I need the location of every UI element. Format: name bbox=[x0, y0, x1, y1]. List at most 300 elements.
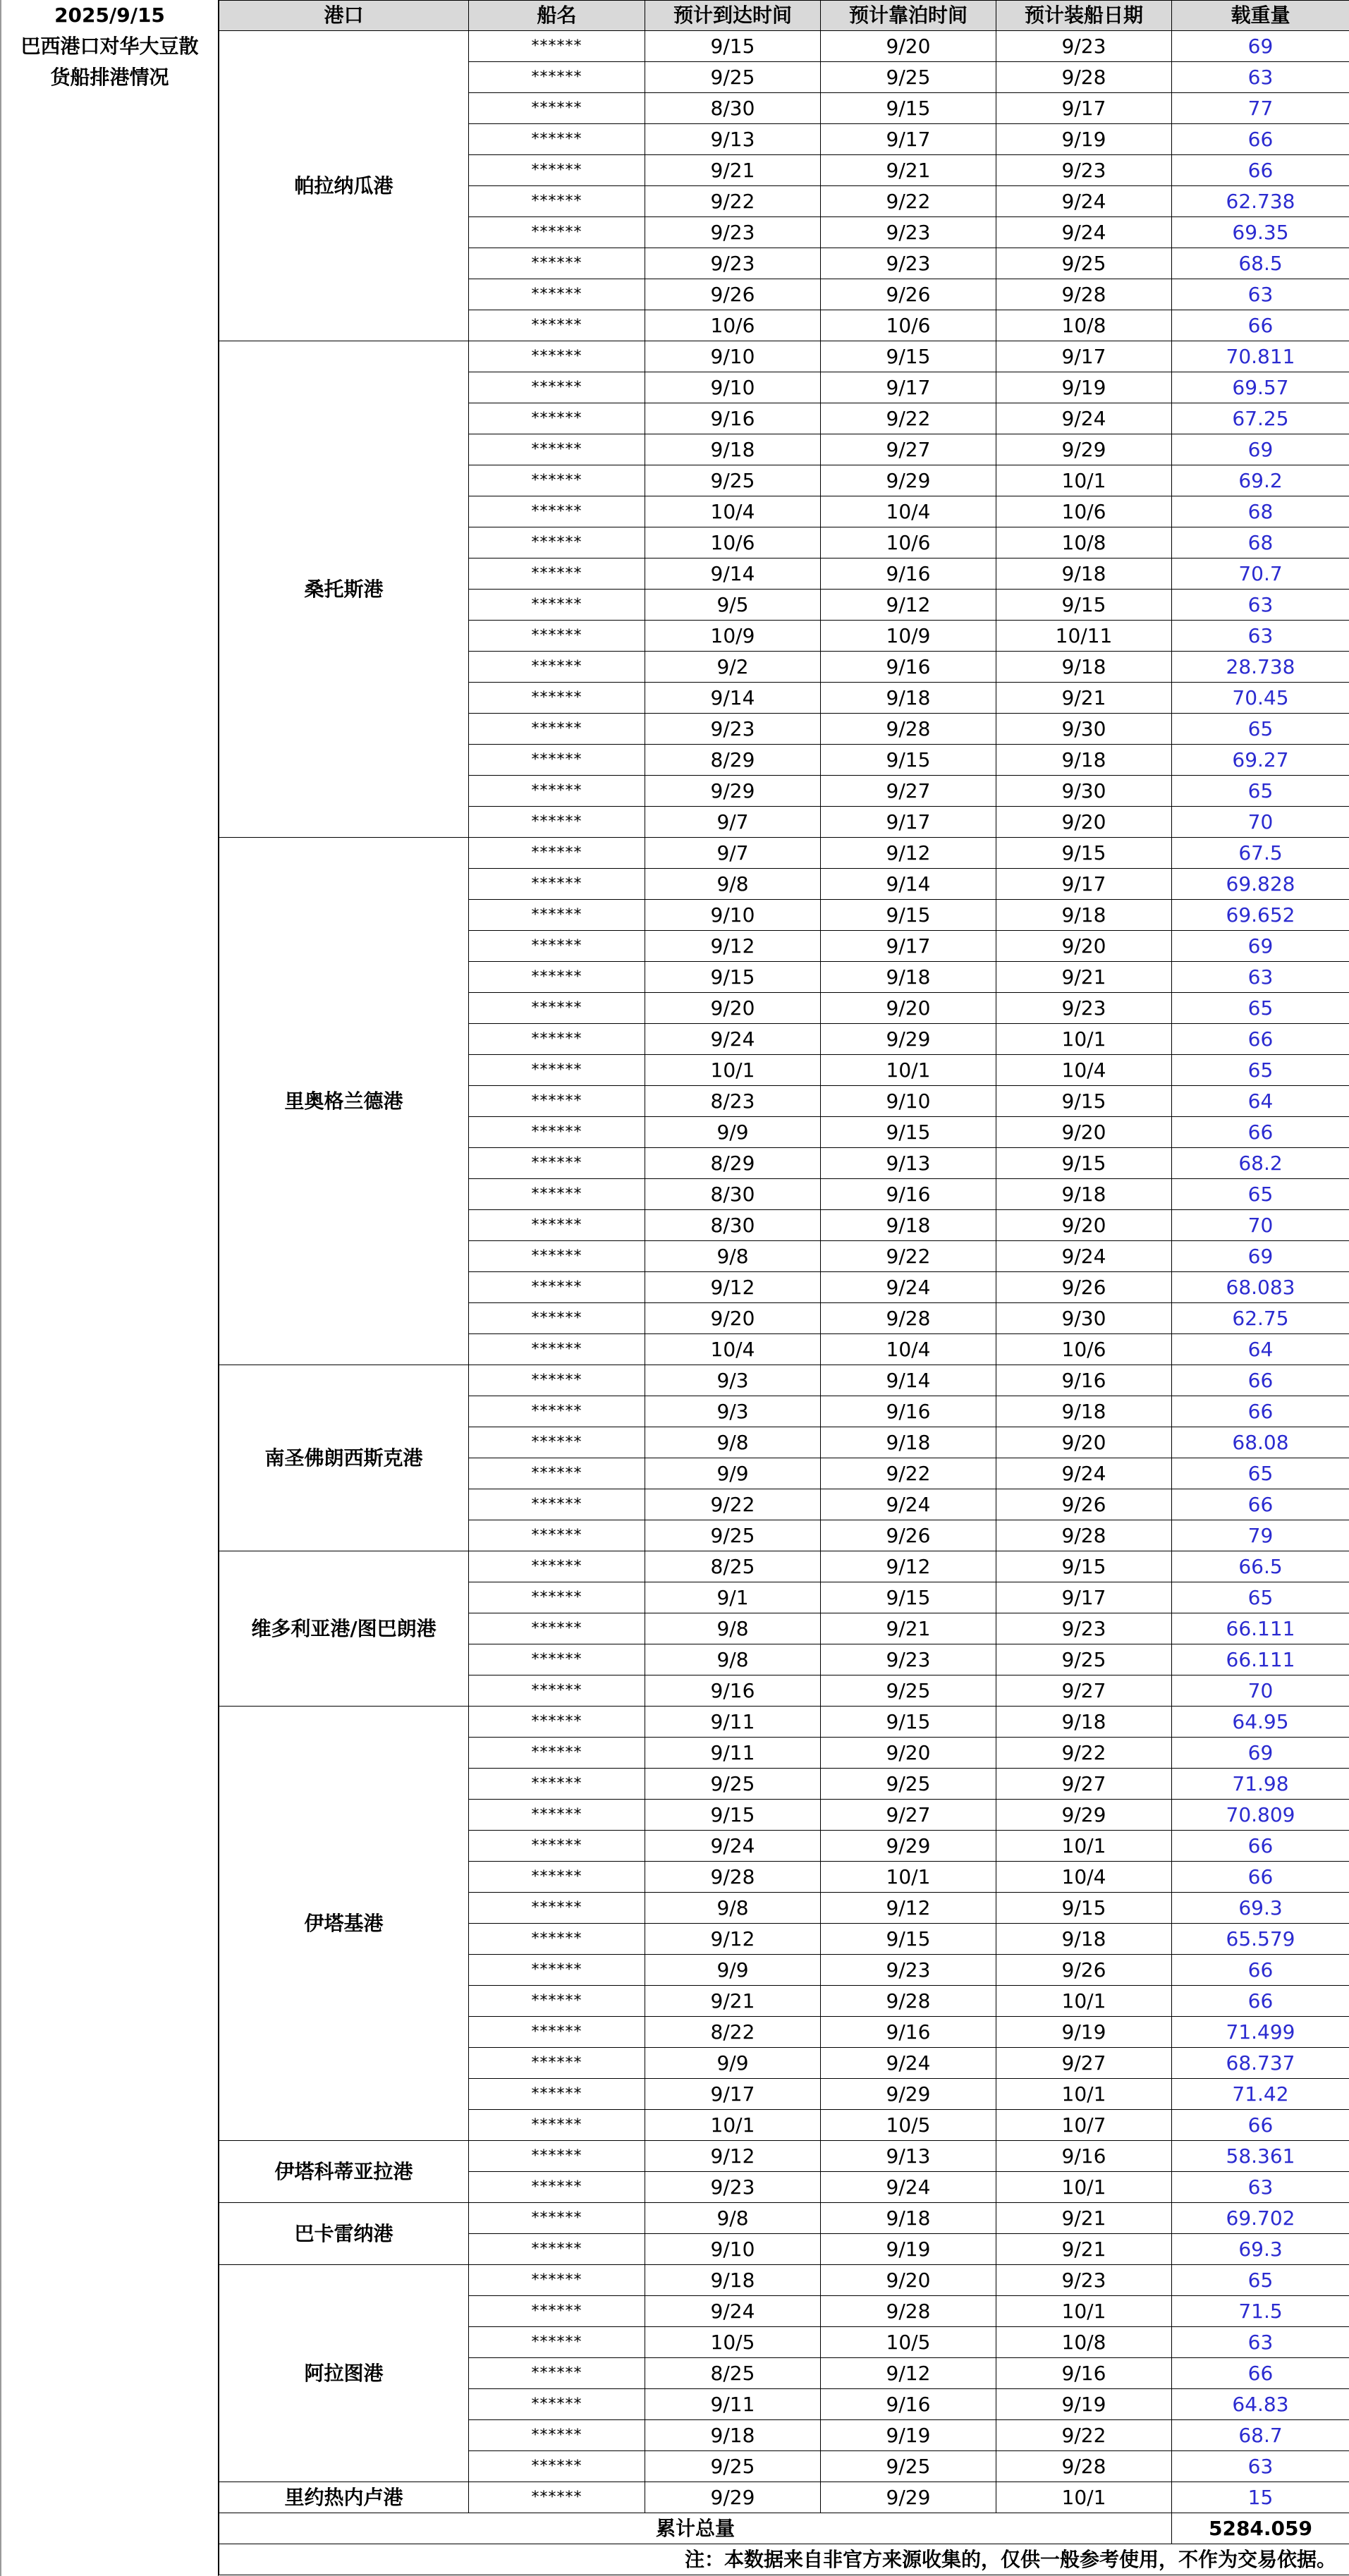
report-title-line-1: 巴西港口对华大豆散 bbox=[20, 35, 199, 58]
loading-date-cell: 10/8 bbox=[996, 310, 1172, 341]
vessel-name-cell: ****** bbox=[469, 217, 645, 248]
berthing-cell: 9/18 bbox=[821, 1210, 996, 1241]
loading-date-cell: 10/4 bbox=[996, 1055, 1172, 1086]
tonnage-cell: 66 bbox=[1172, 1955, 1349, 1986]
loading-date-cell: 10/4 bbox=[996, 1862, 1172, 1893]
berthing-cell: 10/6 bbox=[821, 310, 996, 341]
eta-cell: 9/11 bbox=[645, 2389, 821, 2420]
berthing-cell: 9/12 bbox=[821, 838, 996, 869]
loading-date-cell: 9/25 bbox=[996, 248, 1172, 279]
berthing-cell: 10/5 bbox=[821, 2110, 996, 2141]
tonnage-cell: 69.652 bbox=[1172, 900, 1349, 931]
tonnage-cell: 66 bbox=[1172, 124, 1349, 155]
tonnage-cell: 77 bbox=[1172, 93, 1349, 124]
eta-cell: 9/12 bbox=[645, 1924, 821, 1955]
vessel-name-cell: ****** bbox=[469, 1055, 645, 1086]
loading-date-cell: 9/17 bbox=[996, 1582, 1172, 1613]
vessel-name-cell: ****** bbox=[469, 1334, 645, 1365]
berthing-cell: 9/18 bbox=[821, 1427, 996, 1458]
berthing-cell: 9/16 bbox=[821, 652, 996, 683]
eta-cell: 8/25 bbox=[645, 1551, 821, 1582]
report-title-line-2: 货船排港情况 bbox=[50, 66, 169, 89]
berthing-cell: 9/17 bbox=[821, 124, 996, 155]
loading-date-cell: 10/1 bbox=[996, 2079, 1172, 2110]
eta-cell: 9/12 bbox=[645, 2141, 821, 2172]
tonnage-cell: 79 bbox=[1172, 1520, 1349, 1551]
table-row bbox=[219, 2203, 1349, 2234]
eta-cell: 9/24 bbox=[645, 1831, 821, 1862]
berthing-cell: 10/6 bbox=[821, 527, 996, 558]
port-name-cell: 阿拉图港 bbox=[219, 2265, 469, 2482]
tonnage-cell: 68.5 bbox=[1172, 248, 1349, 279]
loading-date-cell: 9/26 bbox=[996, 1955, 1172, 1986]
berthing-cell: 9/29 bbox=[821, 2482, 996, 2513]
eta-cell: 9/15 bbox=[645, 962, 821, 993]
loading-date-cell: 9/18 bbox=[996, 1707, 1172, 1738]
tonnage-cell: 65 bbox=[1172, 1458, 1349, 1489]
eta-cell: 9/25 bbox=[645, 465, 821, 496]
loading-date-cell: 10/6 bbox=[996, 1334, 1172, 1365]
vessel-name-cell: ****** bbox=[469, 2358, 645, 2389]
berthing-cell: 9/29 bbox=[821, 1024, 996, 1055]
vessel-name-cell: ****** bbox=[469, 1986, 645, 2017]
tonnage-cell: 68.2 bbox=[1172, 1148, 1349, 1179]
eta-cell: 9/10 bbox=[645, 341, 821, 372]
table-row bbox=[219, 2265, 1349, 2296]
vessel-name-cell: ****** bbox=[469, 93, 645, 124]
vessel-name-cell: ****** bbox=[469, 1707, 645, 1738]
table-row bbox=[219, 1551, 1349, 1582]
eta-cell: 9/8 bbox=[645, 1613, 821, 1644]
berthing-cell: 9/12 bbox=[821, 1551, 996, 1582]
berthing-cell: 9/19 bbox=[821, 2420, 996, 2451]
tonnage-cell: 63 bbox=[1172, 621, 1349, 652]
berthing-cell: 9/27 bbox=[821, 776, 996, 807]
eta-cell: 9/10 bbox=[645, 2234, 821, 2265]
loading-date-cell: 9/19 bbox=[996, 372, 1172, 403]
berthing-cell: 9/12 bbox=[821, 2358, 996, 2389]
loading-date-cell: 10/1 bbox=[996, 1986, 1172, 2017]
berthing-cell: 9/12 bbox=[821, 1893, 996, 1924]
eta-cell: 8/30 bbox=[645, 1179, 821, 1210]
port-name-cell: 里约热内卢港 bbox=[219, 2482, 469, 2513]
vessel-name-cell: ****** bbox=[469, 1086, 645, 1117]
vessel-name-cell: ****** bbox=[469, 590, 645, 621]
berthing-cell: 9/15 bbox=[821, 1707, 996, 1738]
vessel-name-cell: ****** bbox=[469, 279, 645, 310]
berthing-cell: 9/24 bbox=[821, 2172, 996, 2203]
berthing-cell: 9/13 bbox=[821, 2141, 996, 2172]
eta-cell: 9/18 bbox=[645, 434, 821, 465]
vessel-name-cell: ****** bbox=[469, 2234, 645, 2265]
eta-cell: 9/29 bbox=[645, 776, 821, 807]
eta-cell: 9/8 bbox=[645, 1241, 821, 1272]
eta-cell: 9/14 bbox=[645, 558, 821, 590]
table-header-row bbox=[219, 1, 1349, 31]
berthing-cell: 9/29 bbox=[821, 465, 996, 496]
total-row bbox=[219, 2513, 1349, 2544]
header-loading-date: 预计装船日期 bbox=[996, 1, 1172, 31]
eta-cell: 9/7 bbox=[645, 838, 821, 869]
loading-date-cell: 10/1 bbox=[996, 1831, 1172, 1862]
eta-cell: 9/7 bbox=[645, 807, 821, 838]
loading-date-cell: 10/8 bbox=[996, 2327, 1172, 2358]
berthing-cell: 9/23 bbox=[821, 248, 996, 279]
tonnage-cell: 69 bbox=[1172, 1241, 1349, 1272]
eta-cell: 9/11 bbox=[645, 1738, 821, 1769]
eta-cell: 9/9 bbox=[645, 2048, 821, 2079]
eta-cell: 9/13 bbox=[645, 124, 821, 155]
tonnage-cell: 64 bbox=[1172, 1334, 1349, 1365]
header-berthing: 预计靠泊时间 bbox=[821, 1, 996, 31]
berthing-cell: 9/10 bbox=[821, 1086, 996, 1117]
eta-cell: 10/6 bbox=[645, 527, 821, 558]
loading-date-cell: 10/1 bbox=[996, 1024, 1172, 1055]
vessel-name-cell: ****** bbox=[469, 621, 645, 652]
loading-date-cell: 9/24 bbox=[996, 186, 1172, 217]
vessel-name-cell: ****** bbox=[469, 1024, 645, 1055]
vessel-name-cell: ****** bbox=[469, 1955, 645, 1986]
tonnage-cell: 15 bbox=[1172, 2482, 1349, 2513]
berthing-cell: 9/20 bbox=[821, 2265, 996, 2296]
vessel-name-cell: ****** bbox=[469, 1210, 645, 1241]
eta-cell: 9/18 bbox=[645, 2265, 821, 2296]
loading-date-cell: 9/18 bbox=[996, 558, 1172, 590]
berthing-cell: 9/19 bbox=[821, 2234, 996, 2265]
berthing-cell: 9/14 bbox=[821, 1365, 996, 1396]
berthing-cell: 9/20 bbox=[821, 993, 996, 1024]
berthing-cell: 9/16 bbox=[821, 558, 996, 590]
eta-cell: 9/11 bbox=[645, 1707, 821, 1738]
vessel-name-cell: ****** bbox=[469, 1551, 645, 1582]
berthing-cell: 9/16 bbox=[821, 1179, 996, 1210]
vessel-name-cell: ****** bbox=[469, 2451, 645, 2482]
vessel-name-cell: ****** bbox=[469, 1303, 645, 1334]
tonnage-cell: 66 bbox=[1172, 1396, 1349, 1427]
loading-date-cell: 9/16 bbox=[996, 2358, 1172, 2389]
vessel-name-cell: ****** bbox=[469, 62, 645, 93]
vessel-name-cell: ****** bbox=[469, 434, 645, 465]
loading-date-cell: 10/1 bbox=[996, 2172, 1172, 2203]
vessel-name-cell: ****** bbox=[469, 776, 645, 807]
tonnage-cell: 69.828 bbox=[1172, 869, 1349, 900]
table-row bbox=[219, 31, 1349, 62]
tonnage-cell: 68.08 bbox=[1172, 1427, 1349, 1458]
vessel-name-cell: ****** bbox=[469, 1862, 645, 1893]
tonnage-cell: 66 bbox=[1172, 2358, 1349, 2389]
vessel-name-cell: ****** bbox=[469, 155, 645, 186]
tonnage-cell: 69 bbox=[1172, 434, 1349, 465]
total-label: 累计总量 bbox=[219, 2513, 1172, 2544]
berthing-cell: 9/25 bbox=[821, 62, 996, 93]
berthing-cell: 9/24 bbox=[821, 2048, 996, 2079]
berthing-cell: 9/22 bbox=[821, 1458, 996, 1489]
berthing-cell: 9/25 bbox=[821, 1675, 996, 1707]
vessel-name-cell: ****** bbox=[469, 1179, 645, 1210]
vessel-name-cell: ****** bbox=[469, 2482, 645, 2513]
eta-cell: 9/15 bbox=[645, 31, 821, 62]
vessel-name-cell: ****** bbox=[469, 1893, 645, 1924]
tonnage-cell: 65 bbox=[1172, 1055, 1349, 1086]
loading-date-cell: 9/24 bbox=[996, 1241, 1172, 1272]
vessel-name-cell: ****** bbox=[469, 931, 645, 962]
loading-date-cell: 9/15 bbox=[996, 1086, 1172, 1117]
vessel-name-cell: ****** bbox=[469, 1489, 645, 1520]
tonnage-cell: 66 bbox=[1172, 1024, 1349, 1055]
berthing-cell: 9/28 bbox=[821, 2296, 996, 2327]
berthing-cell: 10/1 bbox=[821, 1055, 996, 1086]
tonnage-cell: 66.111 bbox=[1172, 1644, 1349, 1675]
berthing-cell: 9/20 bbox=[821, 31, 996, 62]
berthing-cell: 9/15 bbox=[821, 1117, 996, 1148]
loading-date-cell: 9/17 bbox=[996, 341, 1172, 372]
vessel-name-cell: ****** bbox=[469, 1520, 645, 1551]
tonnage-cell: 71.499 bbox=[1172, 2017, 1349, 2048]
loading-date-cell: 9/28 bbox=[996, 62, 1172, 93]
tonnage-cell: 70.7 bbox=[1172, 558, 1349, 590]
eta-cell: 9/16 bbox=[645, 1675, 821, 1707]
berthing-cell: 9/23 bbox=[821, 217, 996, 248]
eta-cell: 9/8 bbox=[645, 2203, 821, 2234]
loading-date-cell: 9/21 bbox=[996, 2203, 1172, 2234]
tonnage-cell: 69.3 bbox=[1172, 1893, 1349, 1924]
eta-cell: 9/22 bbox=[645, 186, 821, 217]
loading-date-cell: 9/29 bbox=[996, 1800, 1172, 1831]
tonnage-cell: 66.111 bbox=[1172, 1613, 1349, 1644]
tonnage-cell: 66 bbox=[1172, 1986, 1349, 2017]
loading-date-cell: 10/1 bbox=[996, 2482, 1172, 2513]
header-tonnage: 载重量 bbox=[1172, 1, 1349, 31]
eta-cell: 8/29 bbox=[645, 745, 821, 776]
loading-date-cell: 9/18 bbox=[996, 745, 1172, 776]
berthing-cell: 9/17 bbox=[821, 931, 996, 962]
eta-cell: 9/1 bbox=[645, 1582, 821, 1613]
berthing-cell: 9/16 bbox=[821, 2389, 996, 2420]
loading-date-cell: 9/17 bbox=[996, 93, 1172, 124]
eta-cell: 9/20 bbox=[645, 993, 821, 1024]
loading-date-cell: 9/23 bbox=[996, 31, 1172, 62]
berthing-cell: 9/15 bbox=[821, 900, 996, 931]
vessel-name-cell: ****** bbox=[469, 341, 645, 372]
tonnage-cell: 62.738 bbox=[1172, 186, 1349, 217]
berthing-cell: 9/16 bbox=[821, 2017, 996, 2048]
vessel-name-cell: ****** bbox=[469, 2389, 645, 2420]
tonnage-cell: 65.579 bbox=[1172, 1924, 1349, 1955]
eta-cell: 9/24 bbox=[645, 1024, 821, 1055]
loading-date-cell: 9/24 bbox=[996, 217, 1172, 248]
eta-cell: 10/6 bbox=[645, 310, 821, 341]
tonnage-cell: 66 bbox=[1172, 155, 1349, 186]
tonnage-cell: 65 bbox=[1172, 993, 1349, 1024]
berthing-cell: 9/15 bbox=[821, 745, 996, 776]
loading-date-cell: 9/20 bbox=[996, 1117, 1172, 1148]
vessel-name-cell: ****** bbox=[469, 1272, 645, 1303]
eta-cell: 9/16 bbox=[645, 403, 821, 434]
loading-date-cell: 9/24 bbox=[996, 1458, 1172, 1489]
vessel-name-cell: ****** bbox=[469, 1800, 645, 1831]
table-row bbox=[219, 1365, 1349, 1396]
berthing-cell: 9/22 bbox=[821, 186, 996, 217]
loading-date-cell: 9/15 bbox=[996, 1893, 1172, 1924]
vessel-name-cell: ****** bbox=[469, 310, 645, 341]
loading-date-cell: 9/16 bbox=[996, 1365, 1172, 1396]
port-name-cell: 伊塔科蒂亚拉港 bbox=[219, 2141, 469, 2203]
loading-date-cell: 9/27 bbox=[996, 1769, 1172, 1800]
loading-date-cell: 9/28 bbox=[996, 1520, 1172, 1551]
vessel-name-cell: ****** bbox=[469, 1241, 645, 1272]
loading-date-cell: 9/21 bbox=[996, 683, 1172, 714]
loading-date-cell: 9/29 bbox=[996, 434, 1172, 465]
loading-date-cell: 10/6 bbox=[996, 496, 1172, 527]
tonnage-cell: 68.083 bbox=[1172, 1272, 1349, 1303]
berthing-cell: 9/29 bbox=[821, 1831, 996, 1862]
loading-date-cell: 9/19 bbox=[996, 124, 1172, 155]
loading-date-cell: 9/17 bbox=[996, 869, 1172, 900]
berthing-cell: 9/15 bbox=[821, 93, 996, 124]
vessel-name-cell: ****** bbox=[469, 1831, 645, 1862]
eta-cell: 9/15 bbox=[645, 1800, 821, 1831]
tonnage-cell: 66 bbox=[1172, 1489, 1349, 1520]
vessel-name-cell: ****** bbox=[469, 527, 645, 558]
loading-date-cell: 9/22 bbox=[996, 2420, 1172, 2451]
tonnage-cell: 69.35 bbox=[1172, 217, 1349, 248]
loading-date-cell: 9/30 bbox=[996, 714, 1172, 745]
tonnage-cell: 65 bbox=[1172, 714, 1349, 745]
table-row bbox=[219, 1707, 1349, 1738]
table-row bbox=[219, 2482, 1349, 2513]
tonnage-cell: 65 bbox=[1172, 776, 1349, 807]
tonnage-cell: 70.809 bbox=[1172, 1800, 1349, 1831]
eta-cell: 8/22 bbox=[645, 2017, 821, 2048]
eta-cell: 8/30 bbox=[645, 1210, 821, 1241]
eta-cell: 8/25 bbox=[645, 2358, 821, 2389]
berthing-cell: 9/27 bbox=[821, 1800, 996, 1831]
berthing-cell: 9/14 bbox=[821, 869, 996, 900]
loading-date-cell: 10/1 bbox=[996, 465, 1172, 496]
tonnage-cell: 65 bbox=[1172, 2265, 1349, 2296]
tonnage-cell: 66.5 bbox=[1172, 1551, 1349, 1582]
berthing-cell: 9/16 bbox=[821, 1396, 996, 1427]
loading-date-cell: 9/30 bbox=[996, 1303, 1172, 1334]
eta-cell: 10/9 bbox=[645, 621, 821, 652]
berthing-cell: 10/5 bbox=[821, 2327, 996, 2358]
vessel-name-cell: ****** bbox=[469, 900, 645, 931]
eta-cell: 9/3 bbox=[645, 1396, 821, 1427]
port-name-cell: 里奥格兰德港 bbox=[219, 838, 469, 1365]
loading-date-cell: 9/28 bbox=[996, 279, 1172, 310]
eta-cell: 9/8 bbox=[645, 1644, 821, 1675]
loading-date-cell: 9/18 bbox=[996, 1396, 1172, 1427]
port-name-cell: 维多利亚港/图巴朗港 bbox=[219, 1551, 469, 1707]
loading-date-cell: 9/18 bbox=[996, 1924, 1172, 1955]
port-name-cell: 帕拉纳瓜港 bbox=[219, 31, 469, 341]
tonnage-cell: 66 bbox=[1172, 2110, 1349, 2141]
loading-date-cell: 9/21 bbox=[996, 2234, 1172, 2265]
report-title-column bbox=[0, 0, 219, 2576]
vessel-name-cell: ****** bbox=[469, 2017, 645, 2048]
eta-cell: 10/4 bbox=[645, 496, 821, 527]
berthing-cell: 9/22 bbox=[821, 403, 996, 434]
tonnage-cell: 70 bbox=[1172, 1210, 1349, 1241]
tonnage-cell: 28.738 bbox=[1172, 652, 1349, 683]
table-row bbox=[219, 2141, 1349, 2172]
vessel-lineup-table bbox=[219, 0, 1349, 2575]
loading-date-cell: 9/27 bbox=[996, 1675, 1172, 1707]
eta-cell: 9/26 bbox=[645, 279, 821, 310]
berthing-cell: 10/4 bbox=[821, 1334, 996, 1365]
tonnage-cell: 64.95 bbox=[1172, 1707, 1349, 1738]
eta-cell: 9/20 bbox=[645, 1303, 821, 1334]
loading-date-cell: 9/23 bbox=[996, 2265, 1172, 2296]
eta-cell: 10/1 bbox=[645, 1055, 821, 1086]
vessel-name-cell: ****** bbox=[469, 745, 645, 776]
vessel-name-cell: ****** bbox=[469, 1924, 645, 1955]
loading-date-cell: 10/11 bbox=[996, 621, 1172, 652]
berthing-cell: 9/18 bbox=[821, 683, 996, 714]
vessel-name-cell: ****** bbox=[469, 2141, 645, 2172]
tonnage-cell: 63 bbox=[1172, 2451, 1349, 2482]
berthing-cell: 9/18 bbox=[821, 962, 996, 993]
vessel-name-cell: ****** bbox=[469, 372, 645, 403]
vessel-name-cell: ****** bbox=[469, 1458, 645, 1489]
loading-date-cell: 9/15 bbox=[996, 838, 1172, 869]
eta-cell: 9/10 bbox=[645, 372, 821, 403]
note-row bbox=[219, 2544, 1349, 2575]
tonnage-cell: 65 bbox=[1172, 1179, 1349, 1210]
berthing-cell: 9/26 bbox=[821, 279, 996, 310]
eta-cell: 9/2 bbox=[645, 652, 821, 683]
eta-cell: 9/9 bbox=[645, 1458, 821, 1489]
tonnage-cell: 67.5 bbox=[1172, 838, 1349, 869]
tonnage-cell: 63 bbox=[1172, 279, 1349, 310]
tonnage-cell: 63 bbox=[1172, 2327, 1349, 2358]
eta-cell: 9/23 bbox=[645, 714, 821, 745]
loading-date-cell: 9/27 bbox=[996, 2048, 1172, 2079]
loading-date-cell: 9/20 bbox=[996, 807, 1172, 838]
tonnage-cell: 65 bbox=[1172, 1582, 1349, 1613]
disclaimer-note: 注：本数据来自非官方来源收集的，仅供一般参考使用，不作为交易依据。 bbox=[219, 2544, 1349, 2575]
berthing-cell: 9/28 bbox=[821, 1986, 996, 2017]
tonnage-cell: 66 bbox=[1172, 1117, 1349, 1148]
loading-date-cell: 9/26 bbox=[996, 1272, 1172, 1303]
table-body bbox=[219, 31, 1349, 2513]
eta-cell: 9/29 bbox=[645, 2482, 821, 2513]
vessel-name-cell: ****** bbox=[469, 683, 645, 714]
berthing-cell: 9/13 bbox=[821, 1148, 996, 1179]
tonnage-cell: 70.45 bbox=[1172, 683, 1349, 714]
tonnage-cell: 69.57 bbox=[1172, 372, 1349, 403]
eta-cell: 9/24 bbox=[645, 2296, 821, 2327]
tonnage-cell: 71.98 bbox=[1172, 1769, 1349, 1800]
berthing-cell: 9/27 bbox=[821, 434, 996, 465]
eta-cell: 10/4 bbox=[645, 1334, 821, 1365]
loading-date-cell: 9/15 bbox=[996, 1148, 1172, 1179]
vessel-name-cell: ****** bbox=[469, 962, 645, 993]
eta-cell: 9/10 bbox=[645, 900, 821, 931]
vessel-name-cell: ****** bbox=[469, 2420, 645, 2451]
tonnage-cell: 69.3 bbox=[1172, 2234, 1349, 2265]
vessel-name-cell: ****** bbox=[469, 2296, 645, 2327]
eta-cell: 9/18 bbox=[645, 2420, 821, 2451]
eta-cell: 9/21 bbox=[645, 155, 821, 186]
port-name-cell: 南圣佛朗西斯克港 bbox=[219, 1365, 469, 1551]
loading-date-cell: 9/26 bbox=[996, 1489, 1172, 1520]
berthing-cell: 9/12 bbox=[821, 590, 996, 621]
vessel-name-cell: ****** bbox=[469, 2327, 645, 2358]
eta-cell: 9/17 bbox=[645, 2079, 821, 2110]
vessel-name-cell: ****** bbox=[469, 31, 645, 62]
header-vessel-name: 船名 bbox=[469, 1, 645, 31]
